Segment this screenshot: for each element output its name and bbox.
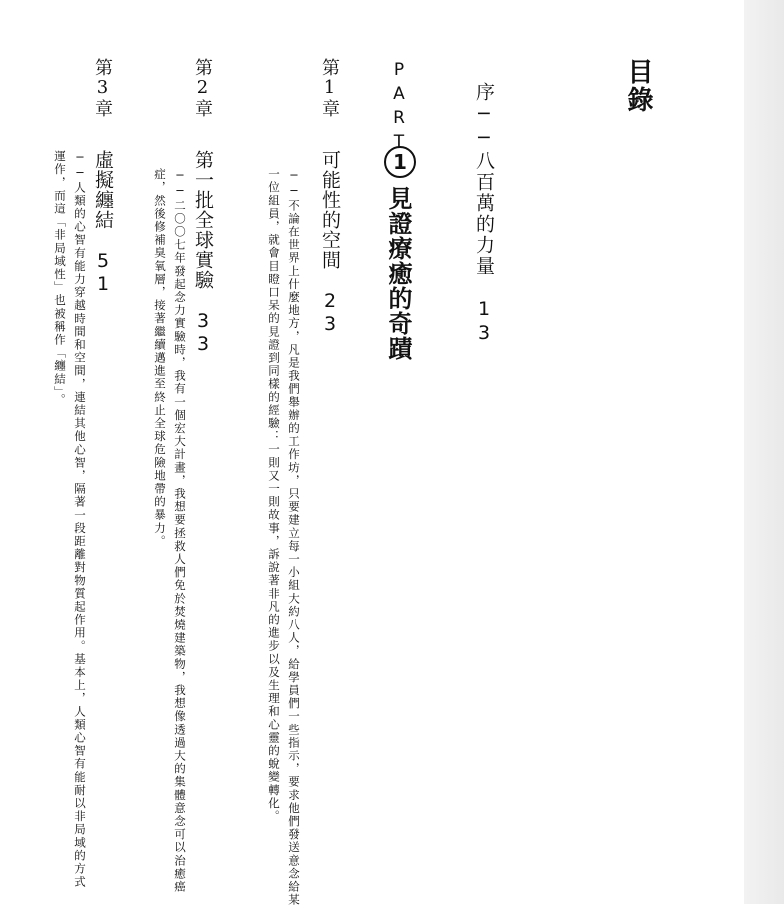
chapter-3-page-number: 51 bbox=[92, 250, 114, 296]
preface-label: 序 bbox=[473, 82, 495, 103]
preface-dash: ── bbox=[473, 103, 495, 151]
part-label: PART bbox=[389, 60, 409, 156]
chapter-2-entry[interactable] bbox=[193, 150, 212, 356]
part-title: 見證療癒的奇蹟 bbox=[384, 186, 412, 361]
chapter-1-label: 第1章 bbox=[319, 58, 340, 118]
toc-title: 目錄 bbox=[623, 58, 653, 114]
preface-title: 八百萬的力量 bbox=[473, 151, 495, 277]
part-number-circle: 1 bbox=[384, 146, 416, 178]
chapter-2-page-number: 33 bbox=[192, 310, 214, 356]
page-gutter bbox=[744, 0, 784, 904]
preface-page-number: 13 bbox=[473, 298, 495, 346]
chapter-3-entry[interactable] bbox=[93, 150, 112, 296]
chapter-1-summary: ──不論在世界上什麼地方，凡是我們舉辦的工作坊，只要建立每一小組大約八人，給學員們一些指示，要求他們發送意念給某一位組員，就會目瞪口呆的見證到同樣的經驗：一則又一則故事，訴說著非凡的進步以及生理和心靈的蛻變轉化。 bbox=[267, 168, 301, 907]
chapter-3-title: 虛擬纏結 bbox=[92, 150, 114, 230]
chapter-2-summary: ──二〇〇七年發起念力實驗時，我有一個宏大計畫，我想要拯救人們免於焚燒建築物，我想像透過大的集體意念可以治癒癌症，然後修補臭氧層，接著繼續邁進至終止全球危險地帶的暴力。 bbox=[153, 168, 187, 894]
chapter-3-summary: ──人類的心智有能力穿越時間和空間，連結其他心智，隔著一段距離對物質起作用。基本上，人類心智有能耐以非局域的方式運作，而這「非局域性」也被稱作「纏結」。 bbox=[53, 150, 87, 889]
preface-entry[interactable] bbox=[474, 82, 493, 346]
chapter-3-label: 第3章 bbox=[92, 58, 113, 118]
chapter-1-title: 可能性的空間 bbox=[319, 150, 341, 270]
chapter-2-title: 第一批全球實驗 bbox=[192, 150, 214, 290]
chapter-1-entry[interactable] bbox=[320, 150, 339, 336]
chapter-1-page-number: 23 bbox=[319, 290, 341, 336]
chapter-2-label: 第2章 bbox=[192, 58, 213, 118]
